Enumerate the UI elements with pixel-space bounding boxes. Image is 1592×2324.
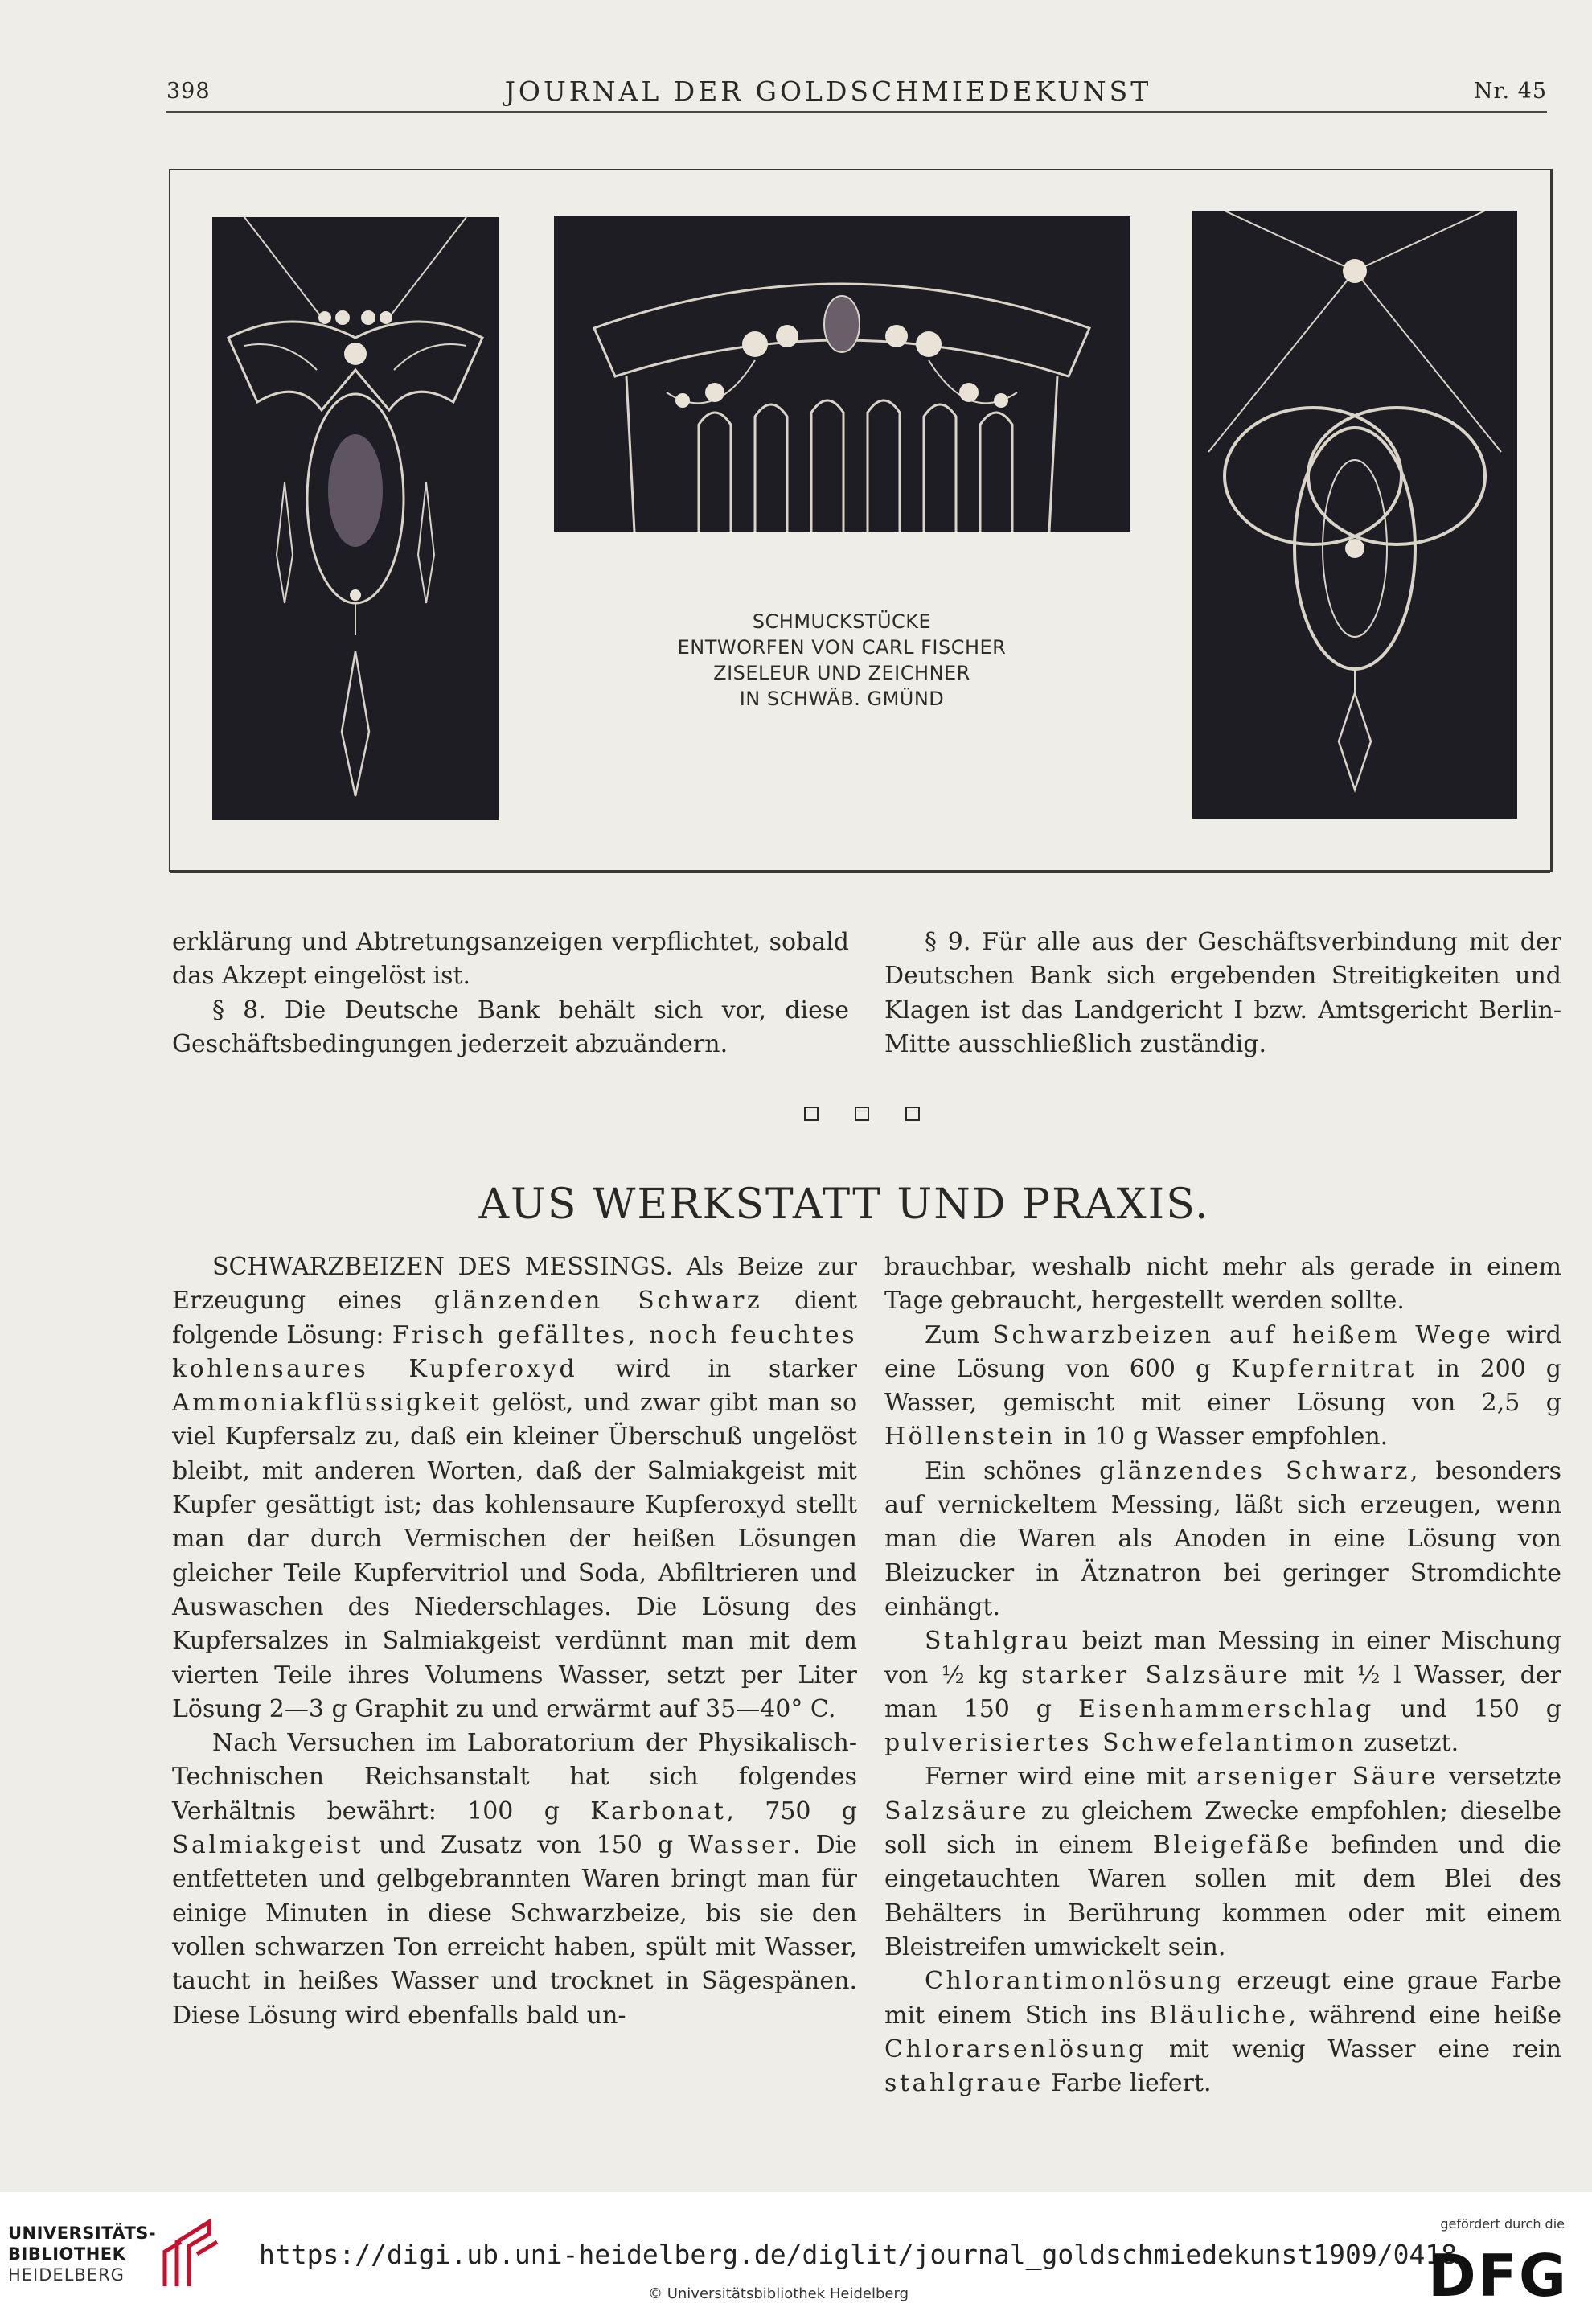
funding-note: gefördert durch die <box>1440 2216 1565 2232</box>
pendant-drawing-right <box>1192 211 1517 819</box>
page-number: 398 <box>166 79 211 104</box>
section-divider-ornament <box>804 1107 920 1121</box>
library-logo-icon <box>153 2218 222 2290</box>
emphasis: stahlgraue <box>884 2069 1044 2098</box>
emphasis: Chlorantimonlösung <box>925 1967 1225 1996</box>
comb-drawing-center <box>554 216 1130 532</box>
paragraph: erklärung und Abtretungsanzeigen verpflichtet, sobald das Akzept eingelöst ist. <box>172 928 849 991</box>
text-run: wird eine Lösung von 600 g <box>884 1320 1562 1383</box>
text-run: Ferner wird eine mit <box>925 1763 1197 1792</box>
library-line: BIBLIOTHEK <box>8 2244 126 2264</box>
text-run: mit ½ l Wasser, der man 150 g <box>884 1661 1561 1723</box>
emphasis: Höllenstein <box>884 1423 1057 1451</box>
text-run: Zum <box>925 1320 993 1349</box>
digitization-footer <box>0 2192 1592 2324</box>
paragraph: § 9. Für alle aus der Geschäftsverbindung mit der Deutschen Bank sich ergebenden Streitigkeiten und Klagen ist das Landgericht I bzw. Amtsgericht Berlin-Mitte ausschließlich zuständig. <box>884 928 1561 1058</box>
caption-line: ZISELEUR UND ZEICHNER <box>713 662 970 684</box>
emphasis: Schwarzbeizen auf heißem Wege <box>992 1320 1494 1349</box>
text-run: erzeugt eine graue Farbe mit einem Stich ins <box>884 1967 1561 2030</box>
journal-title: JOURNAL DER GOLDSCHMIEDEKUNST <box>504 76 1152 107</box>
upper-right-column <box>884 926 1561 1061</box>
text-run: , besonders auf vernickeltem Messing, läßt sich erzeugen, wenn man die Waren als Anoden in eine Lösung von Bleizucker in Ätznatron bei geringer Stromdichte einhängt. <box>884 1456 1561 1621</box>
plate-double-rule <box>170 872 1550 873</box>
text-run: , 750 g <box>726 1796 858 1825</box>
emphasis: Stahlgrau <box>925 1627 1071 1656</box>
square-ornament-icon <box>804 1107 819 1121</box>
copyright-notice: © Universitätsbibliothek Heidelberg <box>648 2285 909 2302</box>
emphasis: Ammoniakflüssigkeit <box>172 1389 482 1418</box>
paragraph <box>884 1760 1561 1965</box>
text-run: zusetzt. <box>1356 1729 1459 1758</box>
emphasis: Chlorarsenlösung <box>884 2035 1147 2063</box>
pendant-drawing-left <box>212 217 499 820</box>
emphasis: pulverisiertes Schwefelantimon <box>884 1729 1356 1758</box>
text-run: beizt man Messing in einer Mischung von ½ kg <box>884 1627 1561 1690</box>
text-run: Ein schönes <box>925 1456 1100 1485</box>
text-run: dient folgende Lösung: <box>172 1287 857 1349</box>
emphasis: Karbonat <box>590 1796 727 1825</box>
square-ornament-icon <box>905 1107 920 1121</box>
text-run: versetzte <box>1438 1763 1562 1792</box>
emphasis: arseniger Säure <box>1196 1763 1439 1792</box>
text-run: . Die entfetteten und gelbgebrannten Waren bringt man für einige Minuten in diese Schwarzbeize, bis sie den vollen schwarzen Ton erreicht haben, spült mit Wasser, taucht in heißes Wasser und trocknet in Sägespänen. Diese Lösung wird ebenfalls bald un- <box>172 1831 857 2030</box>
emphasis: Kupfernitrat <box>1231 1354 1417 1383</box>
text-run: befinden und die eingetauchten Waren sollen mit dem Blei des Behälters in Berührung kommen oder mit einem Bleistreifen umwickelt sein. <box>884 1831 1561 1961</box>
article-left-column <box>172 1250 857 2033</box>
permalink-url[interactable]: https://digi.ub.uni-heidelberg.de/diglit/journal_goldschmiedekunst1909/0418 <box>259 2239 1458 2270</box>
library-line: HEIDELBERG <box>8 2265 125 2285</box>
emphasis: Bläuliche <box>1149 2001 1289 2030</box>
text-run: und Zusatz von 150 g <box>363 1831 689 1860</box>
emphasis: glänzendes Schwarz <box>1099 1456 1410 1485</box>
text-run: SCHWARZBEIZEN DES MESSINGS. Als Beize zur Erzeugung eines <box>172 1253 857 1316</box>
emphasis: Salzsäure <box>884 1796 1030 1825</box>
text-run: wird in starker <box>577 1354 857 1383</box>
text-run: in 10 g Wasser empfohlen. <box>1056 1423 1389 1451</box>
text-run: und 150 g <box>1373 1694 1561 1723</box>
paragraph <box>884 1965 1561 2100</box>
article-right-column <box>884 1250 1561 2100</box>
section-title: AUS WERKSTATT UND PRAXIS. <box>478 1180 1210 1229</box>
header-rule <box>166 111 1547 113</box>
upper-left-column <box>172 926 849 1061</box>
emphasis: glänzenden Schwarz <box>433 1287 763 1316</box>
square-ornament-icon <box>855 1107 869 1121</box>
paragraph <box>172 1727 857 2033</box>
library-name <box>8 2223 156 2285</box>
paragraph <box>884 1624 1561 1760</box>
plate-caption <box>554 609 1130 712</box>
caption-line: SCHMUCKSTÜCKE <box>752 610 932 633</box>
dfg-logo: DFG <box>1427 2242 1568 2310</box>
emphasis: starker Salzsäure <box>1021 1661 1290 1690</box>
text-run: gelöst, und zwar gibt man so viel Kupfersalz zu, daß ein kleiner Überschuß ungelöst bleibt, mit anderen Worten, daß der Salmiakgeist mit Kupfer gesättigt ist; das kohlensaure Kupferoxyd stellt man dar durch Vermischen der heißen Lösungen gleicher Teile Kupfervitriol und Soda, Abfiltrieren und Auswaschen des Niederschlages. Die Lösung des Kupfersalzes in Salmiakgeist verdünnt man mit dem vierten Teile ihres Volumens Wasser, setzt per Liter Lösung 2—3 g Graphit zu und erwärmt auf 35—40° C. <box>172 1389 857 1723</box>
text-run: in 200 g Wasser, gemischt mit einer Lösung von 2,5 g <box>884 1354 1561 1418</box>
paragraph: § 8. Die Deutsche Bank behält sich vor, diese Geschäftsbedingungen jederzeit abzuändern. <box>172 996 849 1058</box>
text-run: Nach Versuchen im Laboratorium der Physikalisch-Technischen Reichsanstalt hat sich folgendes Verhältnis bewährt: 100 g <box>172 1729 857 1825</box>
text-run: zu gleichem Zwecke empfohlen; dieselbe soll sich in einem <box>884 1796 1561 1860</box>
library-line: UNIVERSITÄTS- <box>8 2223 157 2243</box>
paragraph <box>172 1250 857 1727</box>
issue-number: Nr. 45 <box>1473 79 1547 104</box>
paragraph <box>884 1455 1561 1624</box>
emphasis: Eisenhammerschlag <box>1077 1694 1374 1723</box>
pendant-illustration-left <box>212 217 499 820</box>
paragraph: brauchbar, weshalb nicht mehr als gerade in einem Tage gebraucht, hergestellt werden sollte. <box>884 1253 1561 1316</box>
emphasis: Bleigefäße <box>1152 1831 1312 1860</box>
comb-illustration-center <box>554 216 1130 532</box>
caption-line: IN SCHWÄB. GMÜND <box>739 688 945 710</box>
text-run: Farbe liefert. <box>1043 2069 1212 2098</box>
pendant-illustration-right <box>1192 211 1517 819</box>
caption-line: ENTWORFEN VON CARL FISCHER <box>677 636 1007 659</box>
emphasis: Frisch gefälltes, noch feuchtes kohlensaures Kupferoxyd <box>172 1320 857 1383</box>
emphasis: Wasser <box>688 1831 794 1860</box>
text-run: mit wenig Wasser eine rein <box>1146 2035 1561 2063</box>
emphasis: Salmiakgeist <box>172 1831 364 1860</box>
paragraph <box>884 1319 1561 1455</box>
text-run: , während eine heiße <box>1288 2001 1561 2030</box>
